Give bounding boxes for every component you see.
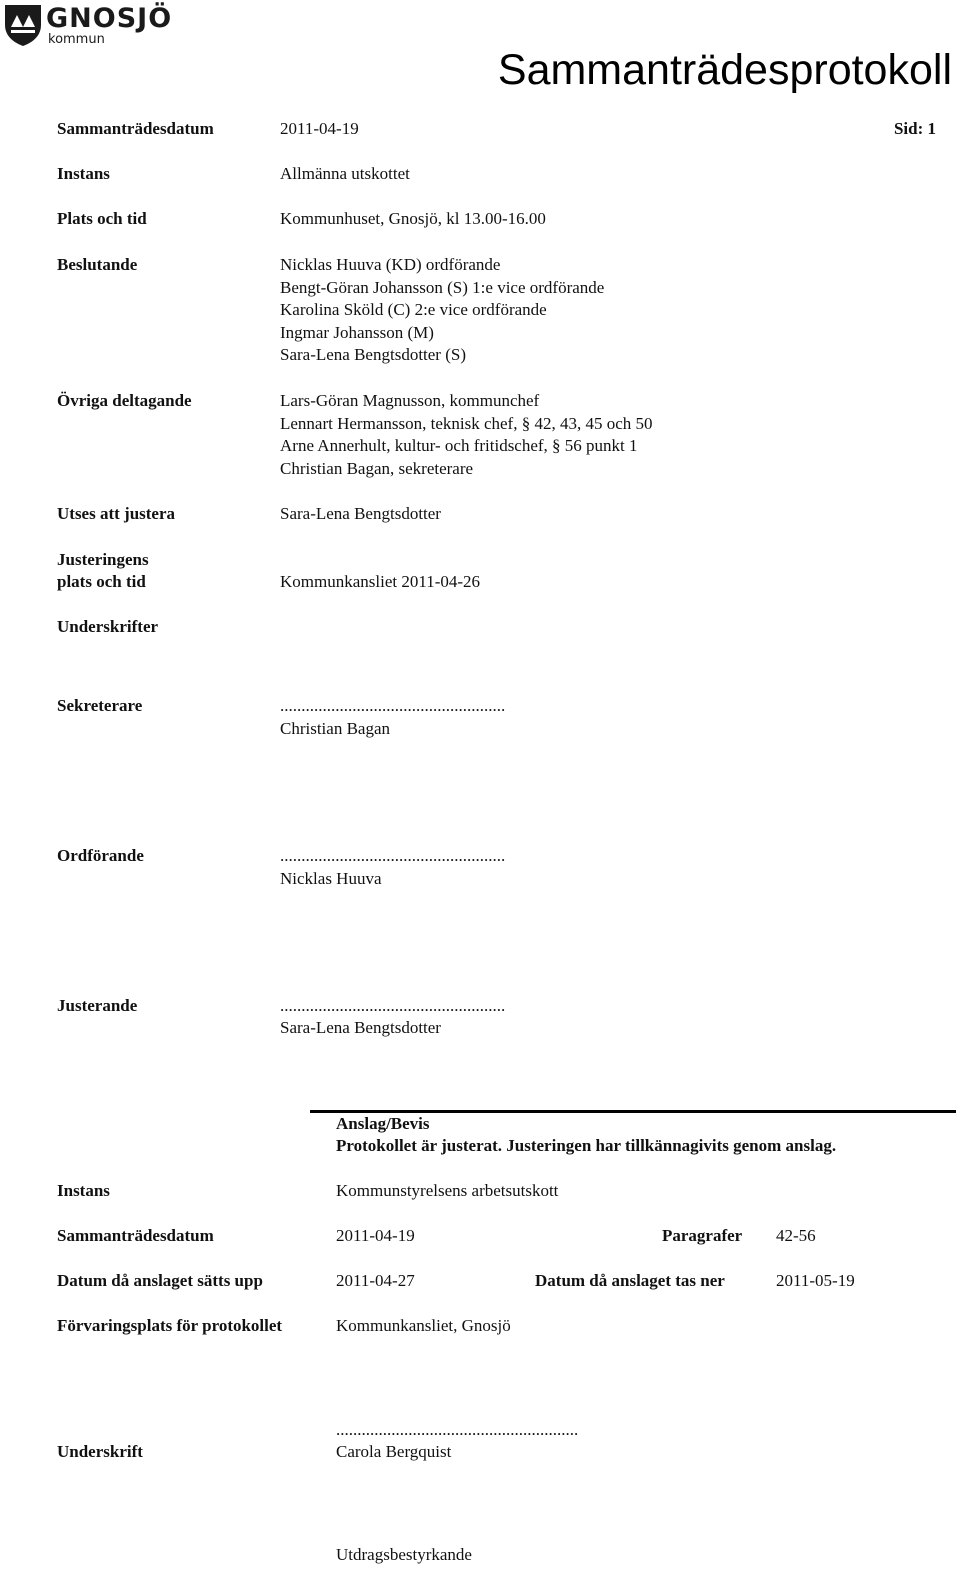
signatures-heading: Underskrifter	[57, 617, 159, 636]
posted-date-label: Datum då anslaget sätts upp	[57, 1271, 263, 1290]
chairman-signature-line: .....................................................	[280, 846, 506, 865]
storage-value: Kommunkansliet, Gnosjö	[336, 1316, 511, 1335]
posted-date-value: 2011-04-27	[336, 1271, 415, 1290]
certification-label: Utdragsbestyrkande	[336, 1545, 472, 1564]
place-time-value: Kommunhuset, Gnosjö, kl 13.00-16.00	[280, 209, 546, 228]
storage-label: Förvaringsplats för protokollet	[57, 1316, 283, 1335]
notice-date-label: Sammanträdesdatum	[57, 1226, 214, 1245]
notice-signature-label: Underskrift	[57, 1442, 143, 1461]
adjuster-label: Utses att justera	[57, 504, 176, 523]
list-item: Lars-Göran Magnusson, kommunchef	[280, 391, 540, 410]
list-item: Arne Annerhult, kultur- och fritidschef, § 56 punkt 1	[280, 436, 638, 455]
removed-date-label: Datum då anslaget tas ner	[535, 1271, 725, 1290]
paragraphs-label: Paragrafer	[662, 1226, 743, 1245]
page-title: Sammanträdesprotokoll	[497, 46, 952, 94]
adjuster-signature-name: Sara-Lena Bengtsdotter	[280, 1018, 441, 1037]
notice-signature-line: .........................................................	[336, 1420, 579, 1439]
secretary-name: Christian Bagan	[280, 719, 391, 738]
adjuster-signature-line: .....................................................	[280, 996, 506, 1015]
list-item: Bengt-Göran Johansson (S) 1:e vice ordförande	[280, 277, 605, 297]
list-item: Karolina Sköld (C) 2:e vice ordförande	[280, 300, 547, 319]
logo-subtitle: kommun	[48, 32, 105, 47]
notice-instans-label: Instans	[57, 1181, 110, 1200]
meeting-date-value: 2011-04-19	[280, 119, 359, 138]
secretary-signature-line: .....................................................	[280, 696, 506, 715]
place-time-label: Plats och tid	[57, 209, 147, 228]
notice-signature-name: Carola Bergquist	[336, 1442, 452, 1461]
notice-statement: Protokollet är justerat. Justeringen har tillkännagivits genom anslag.	[336, 1136, 837, 1155]
other-participants-label: Övriga deltagande	[57, 391, 192, 410]
adjuster-signature-label: Justerande	[57, 996, 138, 1015]
adjuster-value: Sara-Lena Bengtsdotter	[280, 504, 441, 523]
decision-makers-label: Beslutande	[57, 255, 138, 274]
secretary-label: Sekreterare	[57, 696, 143, 715]
chairman-label: Ordförande	[57, 846, 144, 865]
municipality-logo	[3, 3, 173, 47]
removed-date-value: 2011-05-19	[776, 1271, 855, 1290]
list-item: Ingmar Johansson (M)	[280, 322, 434, 342]
paragraphs-value: 42-56	[776, 1226, 816, 1245]
adjustment-place-label-line1: Justeringens	[57, 550, 149, 569]
instans-value: Allmänna utskottet	[280, 164, 410, 183]
list-item: Nicklas Huuva (KD) ordförande	[280, 255, 501, 274]
other-participants-list	[280, 390, 653, 480]
notice-heading: Anslag/Bevis	[336, 1114, 430, 1133]
list-item: Christian Bagan, sekreterare	[280, 458, 474, 478]
meeting-date-label: Sammanträdesdatum	[57, 119, 214, 138]
notice-date-value: 2011-04-19	[336, 1226, 415, 1245]
notice-instans-value: Kommunstyrelsens arbetsutskott	[336, 1181, 559, 1200]
adjustment-place-value: Kommunkansliet 2011-04-26	[280, 572, 481, 591]
logo-name: GNOSJÖ	[46, 3, 173, 34]
coat-of-arms-icon	[3, 3, 43, 47]
adjustment-place-label-line2: plats och tid	[57, 572, 146, 591]
section-divider	[310, 1110, 956, 1113]
page-number: Sid: 1	[893, 119, 936, 138]
chairman-name: Nicklas Huuva	[280, 869, 382, 888]
list-item: Lennart Hermansson, teknisk chef, § 42, 43, 45 och 50	[280, 413, 653, 433]
list-item: Sara-Lena Bengtsdotter (S)	[280, 345, 466, 364]
instans-label: Instans	[57, 164, 110, 183]
decision-makers-list	[280, 254, 604, 367]
